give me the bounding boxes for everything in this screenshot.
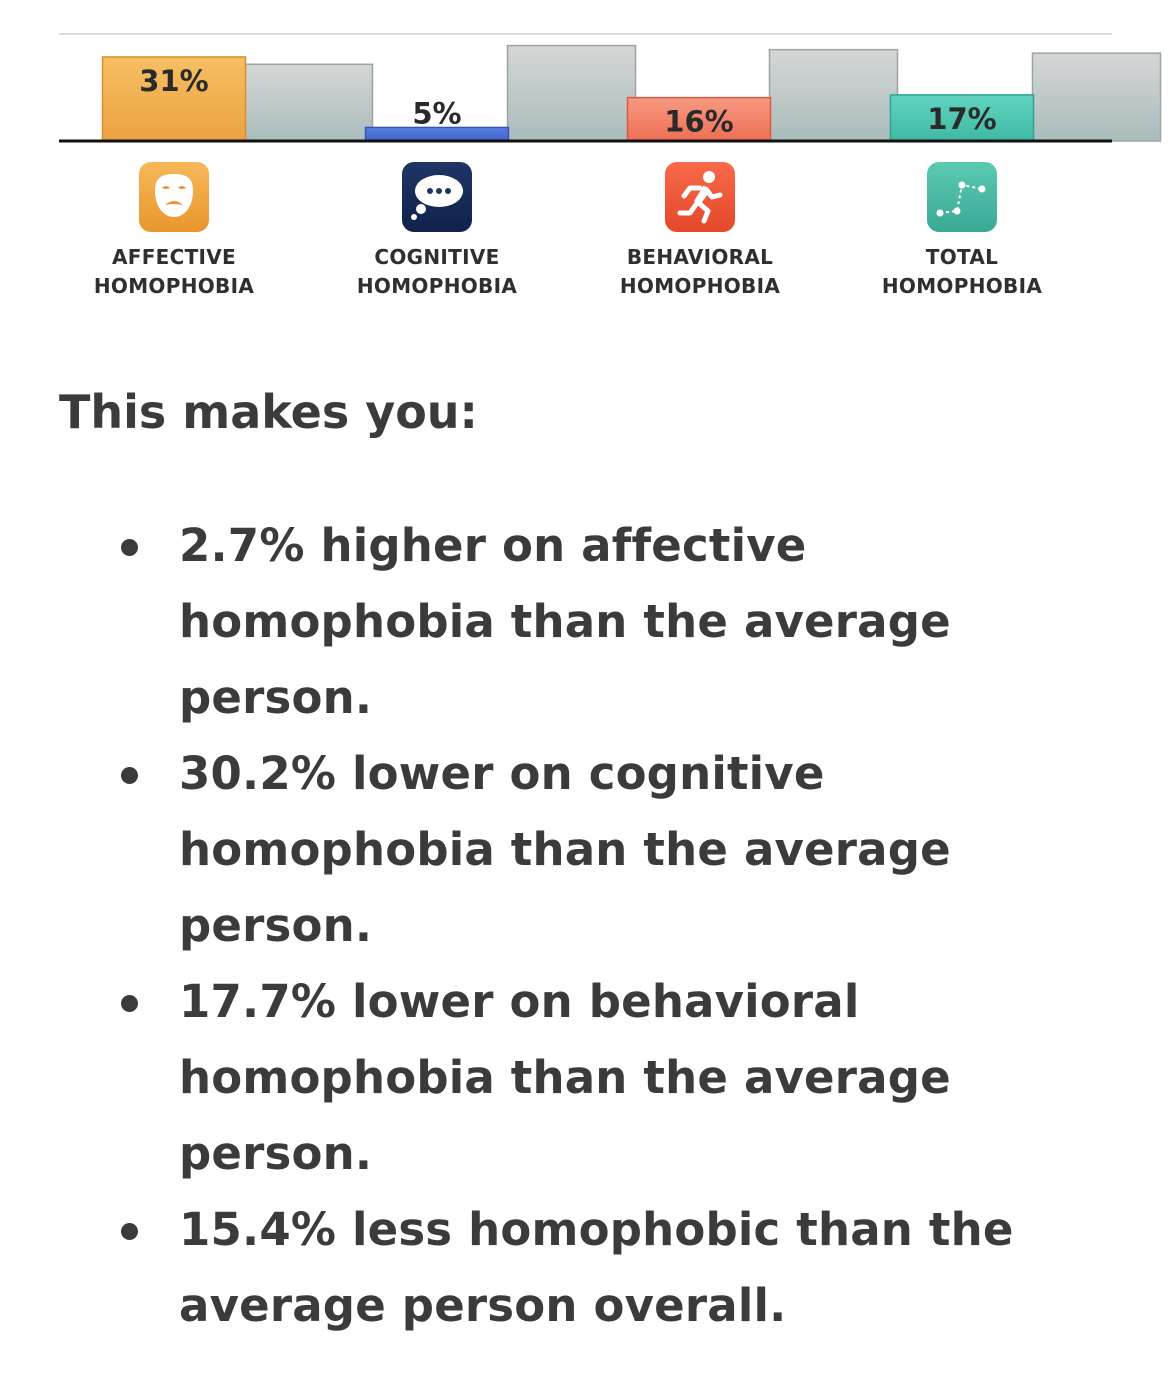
theater-mask-icon	[138, 161, 210, 233]
summary-item-total: 15.4% less homophobic than the average person overall.	[115, 1192, 1035, 1344]
thought-bubble-icon	[401, 161, 473, 233]
value-label-total: 17%	[927, 101, 997, 136]
average-bar-behavioral	[770, 50, 898, 141]
value-label-behavioral: 16%	[664, 104, 734, 139]
average-bar-affective	[245, 64, 373, 141]
summary-heading: This makes you:	[59, 385, 478, 439]
homophobia-chart	[0, 0, 1170, 310]
category-label-total: TOTAL HOMOPHOBIA	[881, 245, 1043, 298]
average-bar-cognitive	[508, 46, 636, 141]
summary-item-affective: 2.7% higher on affective homophobia than the average person.	[115, 508, 1035, 736]
line-graph-icon	[926, 161, 998, 233]
summary-list	[115, 508, 1035, 1344]
category-label-behavioral: BEHAVIORAL HOMOPHOBIA	[619, 245, 781, 298]
value-label-cognitive: 5%	[412, 96, 462, 131]
average-bar-total	[1033, 53, 1161, 141]
bullet	[121, 539, 138, 556]
bullet	[121, 767, 138, 784]
bullet	[121, 995, 138, 1012]
bullet	[121, 1223, 138, 1240]
value-label-affective: 31%	[139, 63, 209, 98]
running-person-icon	[664, 161, 736, 233]
category-label-affective: AFFECTIVE HOMOPHOBIA	[93, 245, 255, 298]
category-label-cognitive: COGNITIVE HOMOPHOBIA	[356, 245, 518, 298]
summary-item-cognitive: 30.2% lower on cognitive homophobia than the average person.	[115, 736, 1035, 964]
summary-item-behavioral: 17.7% lower on behavioral homophobia than the average person.	[115, 964, 1035, 1192]
